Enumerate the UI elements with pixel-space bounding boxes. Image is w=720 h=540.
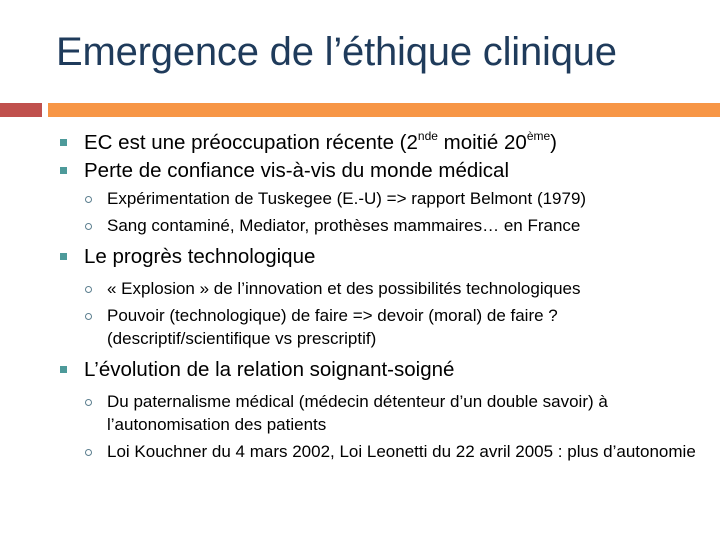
sub-bullet-item <box>60 214 700 237</box>
ring-bullet-icon <box>85 223 92 230</box>
superscript-eme: ème <box>526 129 551 143</box>
sub-bullet-item <box>60 187 700 210</box>
sub-bullet-text: Loi Kouchner du 4 mars 2002, Loi Leonetti du 22 avril 2005 : plus d’autonomie <box>107 442 696 461</box>
sub-bullet-text: Expérimentation de Tuskegee (E.-U) => rapport Belmont (1979) <box>107 189 587 208</box>
bullet-text: Perte de confiance vis-à-vis du monde médical <box>84 159 510 182</box>
ring-bullet-icon <box>85 449 92 456</box>
ring-bullet-icon <box>85 313 92 320</box>
square-bullet-icon <box>60 253 67 260</box>
square-bullet-icon <box>60 366 67 373</box>
ring-bullet-icon <box>85 196 92 203</box>
sub-bullet-text: « Explosion » de l’innovation et des possibilités technologiques <box>107 279 581 298</box>
sub-bullet-text: Sang contaminé, Mediator, prothèses mammaires… en France <box>107 216 581 235</box>
slide-title: Emergence de l’éthique clinique <box>56 30 617 74</box>
ring-bullet-icon <box>85 286 92 293</box>
sub-bullet-item <box>60 440 700 463</box>
sub-bullet-item <box>60 304 700 350</box>
ring-bullet-icon <box>85 399 92 406</box>
slide-body <box>60 131 700 467</box>
sub-bullet-item <box>60 390 700 436</box>
square-bullet-icon <box>60 167 67 174</box>
superscript-nde: nde <box>417 129 438 143</box>
square-bullet-icon <box>60 139 67 146</box>
bullet-text-part: EC est une préoccupation récente (2 <box>84 131 418 154</box>
bullet-item-confiance <box>60 159 700 183</box>
sub-bullet-text: Du paternalisme médical (médecin détenteur d’un double savoir) à l’autonomisation des patients <box>107 392 608 434</box>
title-rule-orange <box>48 103 720 117</box>
bullet-item-relation <box>60 358 700 382</box>
bullet-item-ec-recent <box>60 131 700 155</box>
bullet-text: Le progrès technologique <box>84 245 316 268</box>
sub-bullet-item <box>60 277 700 300</box>
bullet-item-progres <box>60 245 700 269</box>
bullet-text-part: moitié 20 <box>437 131 527 154</box>
title-rule-red <box>0 103 42 117</box>
bullet-text: L’évolution de la relation soignant-soigné <box>84 358 455 381</box>
sub-bullet-text: Pouvoir (technologique) de faire => devoir (moral) de faire ? (descriptif/scientifique vs prescriptif) <box>107 306 558 348</box>
bullet-text-part: ) <box>550 131 557 154</box>
